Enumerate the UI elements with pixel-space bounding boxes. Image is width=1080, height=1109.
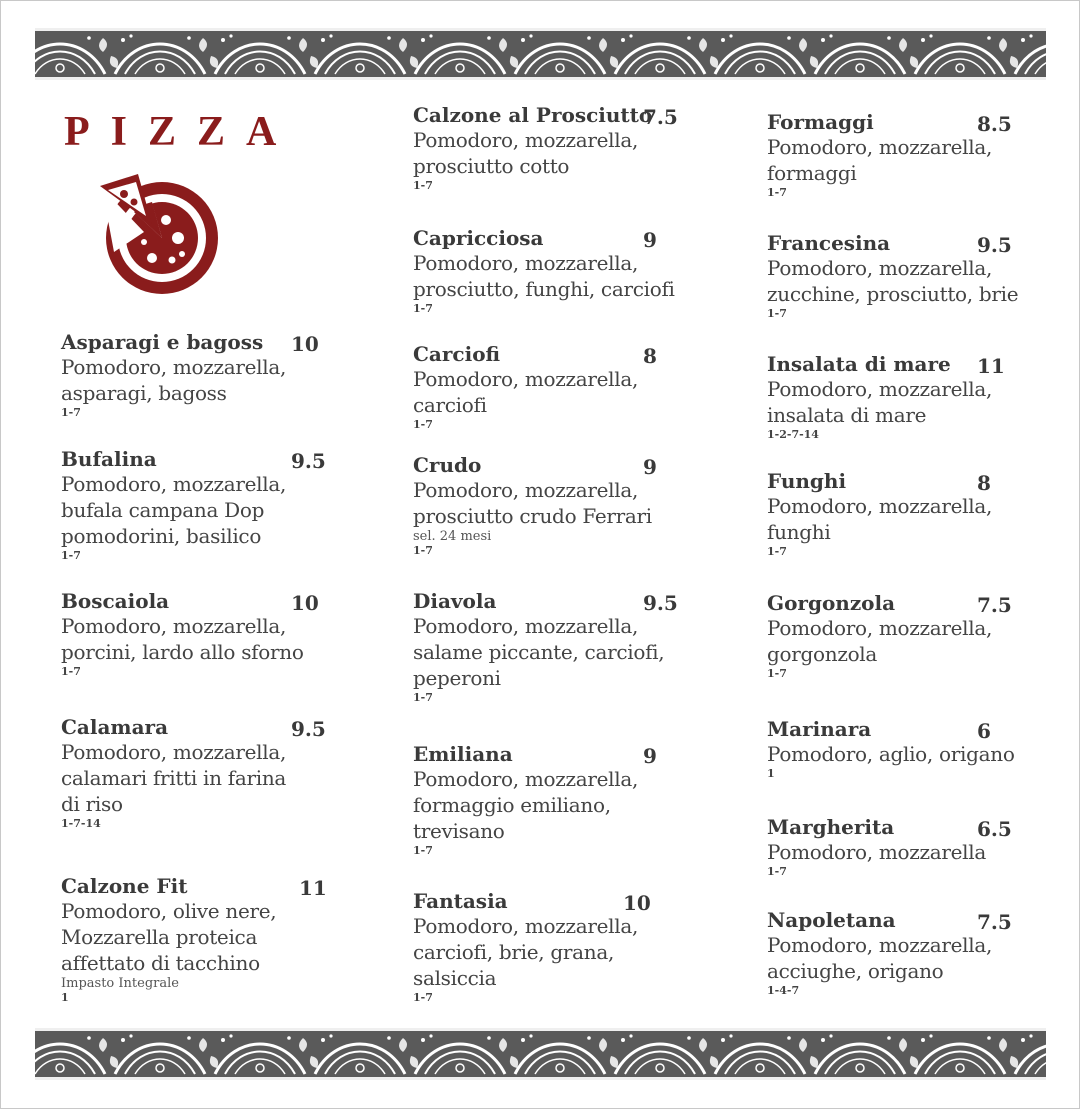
item-description: Pomodoro, mozzarella, <box>767 377 993 401</box>
item-note: Impasto Integrale <box>61 976 179 991</box>
item-name: Carciofi <box>413 342 501 366</box>
item-price: 8 <box>977 471 991 495</box>
item-description: prosciutto crudo Ferrari <box>413 504 652 528</box>
item-description: insalata di mare <box>767 403 927 427</box>
item-description: Pomodoro, mozzarella, <box>413 367 639 391</box>
item-description: trevisano <box>413 819 505 843</box>
menu-item-bufalina <box>61 447 326 563</box>
item-price: 8 <box>643 344 657 368</box>
menu-item-gorgonzola <box>767 591 1032 681</box>
menu-item-emiliana <box>413 742 678 858</box>
item-name: Calzone al Prosciutto <box>413 103 653 127</box>
item-description: Pomodoro, olive nere, <box>61 899 277 923</box>
menu-item-calzone-al-prosciutto <box>413 103 678 193</box>
item-allergens: 1-7 <box>413 691 433 704</box>
item-description: Pomodoro, mozzarella <box>767 840 986 864</box>
menu-item-diavola <box>413 589 678 705</box>
item-price: 9.5 <box>977 233 1012 257</box>
item-description: Pomodoro, mozzarella, <box>413 251 639 275</box>
item-allergens: 1 <box>767 767 775 780</box>
item-allergens: 1-7 <box>767 667 787 680</box>
item-price: 9.5 <box>291 449 326 473</box>
item-allergens: 1-7 <box>413 179 433 192</box>
item-description: Pomodoro, mozzarella, <box>413 914 639 938</box>
item-allergens: 1-7 <box>767 545 787 558</box>
item-price: 9.5 <box>291 717 326 741</box>
menu-item-francesina <box>767 231 1032 321</box>
item-name: Diavola <box>413 589 497 613</box>
item-description: prosciutto, funghi, carciofi <box>413 277 675 301</box>
menu-item-formaggi <box>767 110 1032 200</box>
item-name: Gorgonzola <box>767 591 896 615</box>
item-allergens: 1-7 <box>413 418 433 431</box>
item-price: 10 <box>623 891 651 915</box>
item-allergens: 1-4-7 <box>767 984 800 997</box>
pizza-slice-icon <box>94 162 226 302</box>
item-name: Fantasia <box>413 889 508 913</box>
item-name: Calamara <box>61 715 169 739</box>
page-title: PIZZA <box>64 109 298 155</box>
item-allergens: 1-7 <box>413 302 433 315</box>
item-allergens: 1-7 <box>767 186 787 199</box>
item-description: pomodorini, basilico <box>61 524 262 548</box>
item-name: Francesina <box>767 231 891 255</box>
item-allergens: 1-2-7-14 <box>767 428 819 441</box>
item-note: sel. 24 mesi <box>413 529 492 544</box>
item-price: 6 <box>977 719 991 743</box>
item-description: Pomodoro, mozzarella, <box>767 256 993 280</box>
menu-item-insalata-di-mare <box>767 352 1032 442</box>
item-description: Pomodoro, mozzarella, <box>413 767 639 791</box>
item-allergens: 1-7 <box>61 406 81 419</box>
item-name: Insalata di mare <box>767 352 951 376</box>
item-description: Pomodoro, aglio, origano <box>767 742 1015 766</box>
item-price: 9.5 <box>643 591 678 615</box>
menu-item-crudo <box>413 453 678 558</box>
item-description: di riso <box>61 792 123 816</box>
item-name: Emiliana <box>413 742 513 766</box>
item-description: Pomodoro, mozzarella, <box>413 128 639 152</box>
menu-item-capricciosa <box>413 226 678 316</box>
item-description: carciofi <box>413 393 487 417</box>
item-price: 11 <box>977 354 1005 378</box>
item-name: Boscaiola <box>61 589 170 613</box>
item-description: Pomodoro, mozzarella, <box>61 740 287 764</box>
item-price: 7.5 <box>643 105 678 129</box>
menu-item-asparagi-e-bagoss <box>61 330 326 420</box>
decorative-border-top <box>35 28 1046 80</box>
menu-item-margherita <box>767 815 1032 879</box>
item-price: 9 <box>643 455 657 479</box>
item-name: Funghi <box>767 469 847 493</box>
item-description: bufala campana Dop <box>61 498 265 522</box>
item-price: 11 <box>299 876 327 900</box>
item-description: zucchine, prosciutto, brie <box>767 282 1019 306</box>
item-allergens: 1-7 <box>61 549 81 562</box>
item-description: Pomodoro, mozzarella, <box>61 472 287 496</box>
item-price: 10 <box>291 332 319 356</box>
item-allergens: 1-7 <box>413 991 433 1004</box>
item-price: 7.5 <box>977 593 1012 617</box>
item-description: formaggio emiliano, <box>413 793 611 817</box>
menu-item-boscaiola <box>61 589 326 679</box>
item-name: Bufalina <box>61 447 157 471</box>
menu-item-napoletana <box>767 908 1032 998</box>
item-description: peperoni <box>413 666 501 690</box>
item-price: 8.5 <box>977 112 1012 136</box>
item-description: Pomodoro, mozzarella, <box>767 135 993 159</box>
menu-item-fantasia <box>413 889 678 1005</box>
item-price: 6.5 <box>977 817 1012 841</box>
item-description: funghi <box>767 520 831 544</box>
item-description: formaggi <box>767 161 857 185</box>
item-description: Pomodoro, mozzarella, <box>413 614 639 638</box>
item-name: Napoletana <box>767 908 896 932</box>
item-description: salsiccia <box>413 966 497 990</box>
item-allergens: 1-7 <box>767 307 787 320</box>
menu-item-calamara <box>61 715 326 831</box>
item-description: carciofi, brie, grana, <box>413 940 614 964</box>
item-name: Capricciosa <box>413 226 544 250</box>
item-description: affettato di tacchino <box>61 951 260 975</box>
item-allergens: 1-7 <box>61 665 81 678</box>
item-price: 9 <box>643 744 657 768</box>
menu-item-carciofi <box>413 342 678 432</box>
item-description: prosciutto cotto <box>413 154 570 178</box>
item-name: Marinara <box>767 717 872 741</box>
item-description: calamari fritti in farina <box>61 766 287 790</box>
item-allergens: 1-7 <box>413 844 433 857</box>
item-name: Formaggi <box>767 110 874 134</box>
item-allergens: 1-7 <box>413 544 433 557</box>
item-price: 7.5 <box>977 910 1012 934</box>
menu-item-calzone-fit <box>61 874 326 1005</box>
item-name: Asparagi e bagoss <box>61 330 264 354</box>
item-description: acciughe, origano <box>767 959 944 983</box>
decorative-border-bottom <box>35 1028 1046 1080</box>
item-name: Crudo <box>413 453 482 477</box>
item-description: porcini, lardo allo sforno <box>61 640 304 664</box>
item-allergens: 1-7 <box>767 865 787 878</box>
menu-item-marinara <box>767 717 1032 781</box>
item-description: Pomodoro, mozzarella, <box>767 494 993 518</box>
menu-item-funghi <box>767 469 1032 559</box>
item-allergens: 1 <box>61 991 69 1004</box>
item-description: Pomodoro, mozzarella, <box>413 478 639 502</box>
item-description: salame piccante, carciofi, <box>413 640 665 664</box>
item-description: gorgonzola <box>767 642 878 666</box>
item-name: Margherita <box>767 815 895 839</box>
item-description: Pomodoro, mozzarella, <box>767 933 993 957</box>
item-description: Pomodoro, mozzarella, <box>767 616 993 640</box>
item-price: 10 <box>291 591 319 615</box>
item-description: asparagi, bagoss <box>61 381 227 405</box>
item-price: 9 <box>643 228 657 252</box>
item-description: Pomodoro, mozzarella, <box>61 614 287 638</box>
item-description: Pomodoro, mozzarella, <box>61 355 287 379</box>
item-allergens: 1-7-14 <box>61 817 101 830</box>
item-name: Calzone Fit <box>61 874 188 898</box>
item-description: Mozzarella proteica <box>61 925 258 949</box>
